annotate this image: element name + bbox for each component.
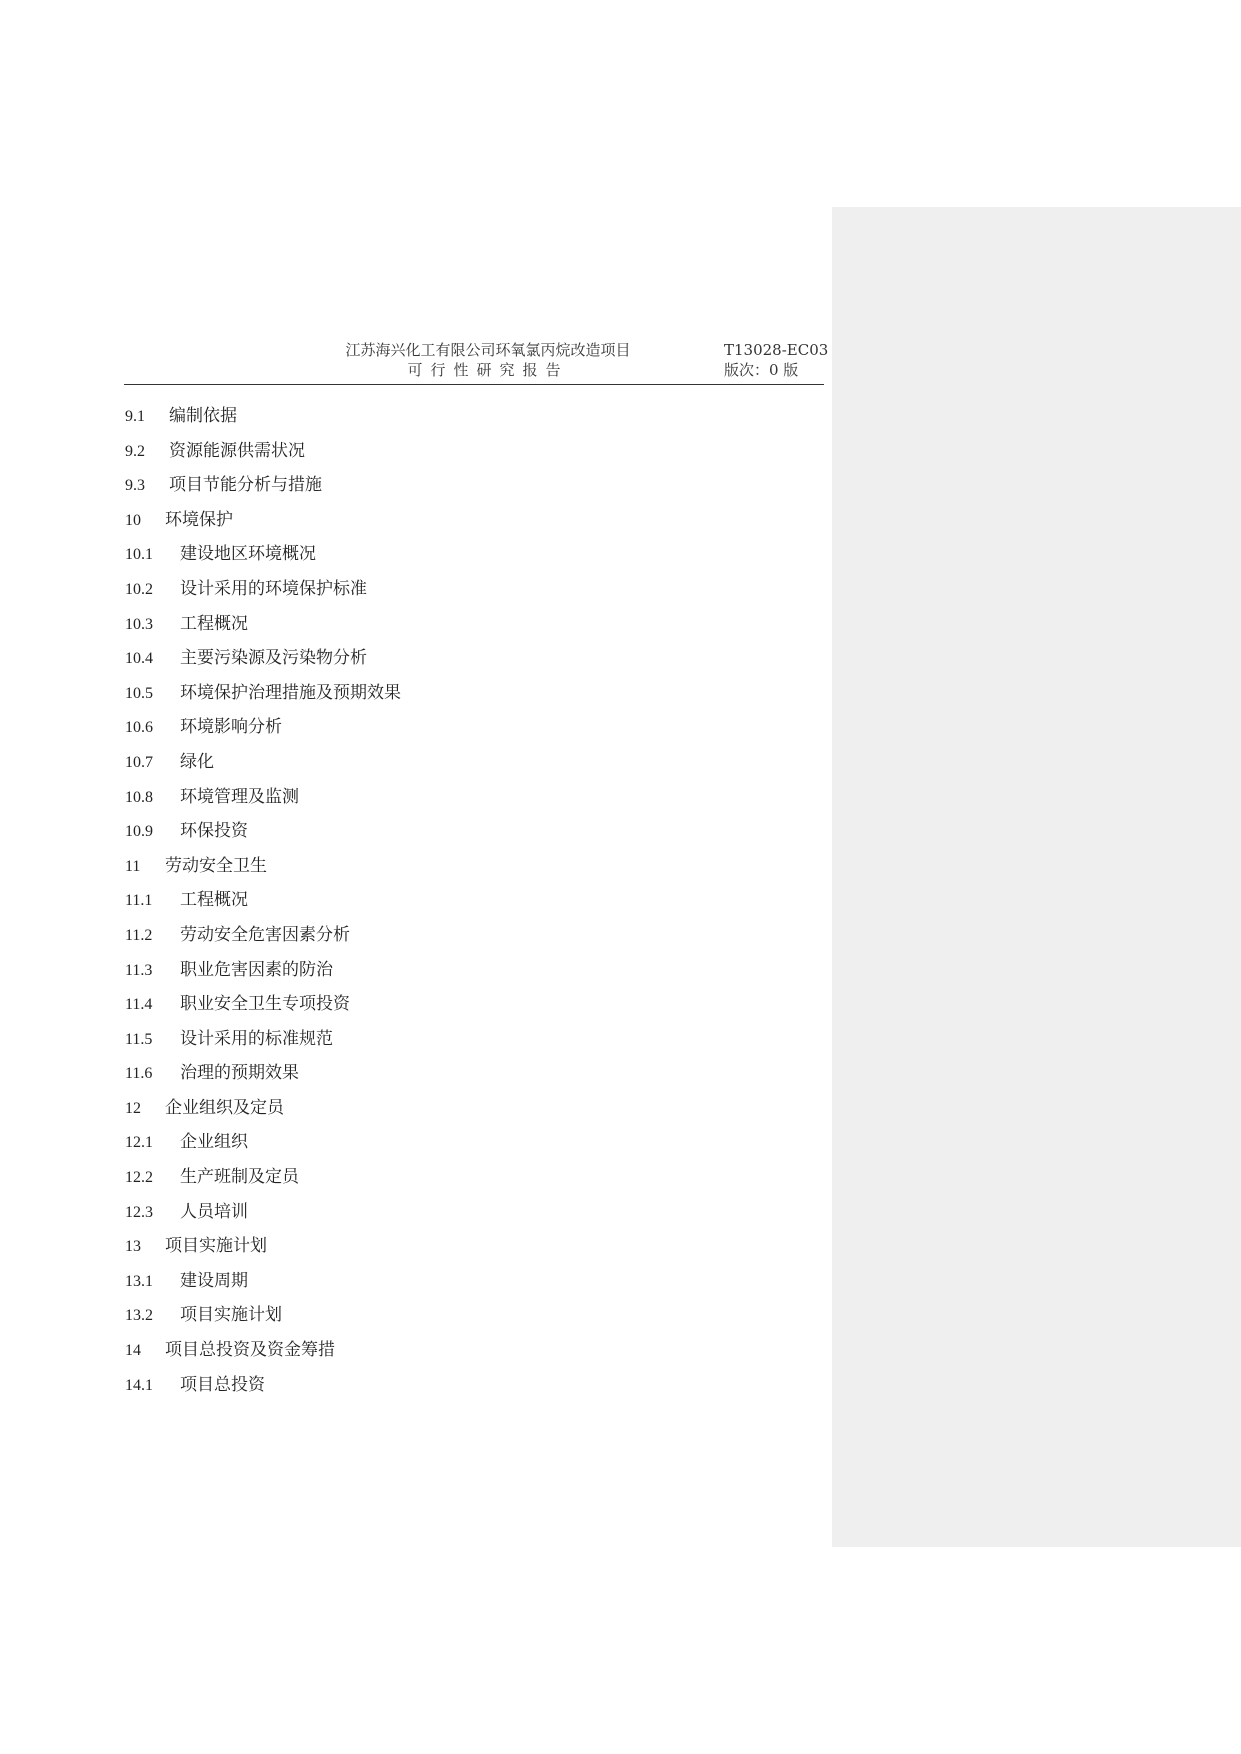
- toc-entry-title: 建设地区环境概况: [180, 544, 316, 565]
- toc-entry[interactable]: [125, 577, 725, 612]
- toc-entry[interactable]: [125, 958, 725, 993]
- toc-entry[interactable]: [125, 1200, 725, 1235]
- toc-entry-title: 企业组织: [180, 1132, 248, 1153]
- toc-entry-number: 10.8: [125, 788, 153, 806]
- toc-entry-number: 10.9: [125, 823, 153, 841]
- toc-entry[interactable]: [125, 1130, 725, 1165]
- toc-entry-number: 12: [125, 1099, 141, 1117]
- toc-entry-title: 治理的预期效果: [180, 1063, 299, 1084]
- toc-entry-title: 项目实施计划: [180, 1305, 282, 1326]
- toc-entry[interactable]: [125, 473, 725, 508]
- toc-entry[interactable]: [125, 1373, 725, 1408]
- toc-entry[interactable]: [125, 1303, 725, 1338]
- toc-entry-title: 环境影响分析: [180, 717, 282, 738]
- toc-entry-title: 项目节能分析与措施: [169, 475, 322, 496]
- toc-entry-number: 11.2: [125, 926, 153, 944]
- toc-entry-title: 生产班制及定员: [180, 1167, 299, 1188]
- toc-entry-number: 13.1: [125, 1272, 153, 1290]
- toc-entry[interactable]: [125, 888, 725, 923]
- toc-entry-number: 10.6: [125, 719, 153, 737]
- header-title-line1: 江苏海兴化工有限公司环氧氯丙烷改造项目: [345, 341, 631, 359]
- toc-entry-number: 14: [125, 1342, 141, 1360]
- toc-entry[interactable]: [125, 992, 725, 1027]
- toc-entry[interactable]: [125, 404, 725, 439]
- toc-entry[interactable]: [125, 715, 725, 750]
- toc-entry-title: 工程概况: [180, 613, 248, 634]
- toc-entry-number: 11.1: [125, 892, 153, 910]
- toc-entry-title: 环境保护: [165, 509, 233, 530]
- toc-entry[interactable]: [125, 439, 725, 474]
- header-title: [318, 340, 658, 380]
- header-meta: [724, 340, 829, 380]
- toc-entry-number: 13: [125, 1238, 141, 1256]
- toc-entry[interactable]: [125, 1061, 725, 1096]
- toc-entry-number: 10.7: [125, 753, 153, 771]
- toc-entry-title: 资源能源供需状况: [169, 440, 305, 461]
- toc-entry[interactable]: [125, 1234, 725, 1269]
- toc-entry-title: 建设周期: [180, 1270, 248, 1291]
- toc-entry-title: 项目实施计划: [165, 1236, 267, 1257]
- toc-entry-number: 10.4: [125, 650, 153, 668]
- comment-pane: [832, 207, 1241, 1547]
- toc-entry[interactable]: [125, 1338, 725, 1373]
- toc-entry-title: 编制依据: [169, 406, 237, 426]
- toc-entry-number: 11.6: [125, 1065, 153, 1083]
- toc-entry-number: 14.1: [125, 1376, 153, 1394]
- toc-entry-number: 10.2: [125, 580, 153, 598]
- toc-entry-number: 10: [125, 511, 141, 529]
- toc-entry[interactable]: [125, 819, 725, 854]
- toc-entry-number: 12.3: [125, 1203, 153, 1221]
- toc-entry-number: 12.2: [125, 1169, 153, 1187]
- toc-entry-title: 职业危害因素的防治: [180, 959, 333, 980]
- toc-entry-number: 10.1: [125, 546, 153, 564]
- toc-entry[interactable]: [125, 681, 725, 716]
- toc-entry-number: 11.3: [125, 961, 153, 979]
- toc-entry-number: 9.3: [125, 477, 145, 495]
- document-code: T13028-EC03: [724, 341, 829, 359]
- toc-entry-number: 11.5: [125, 1030, 153, 1048]
- header-title-line2: 可行性研究报告: [407, 361, 569, 379]
- toc-entry-title: 劳动安全卫生: [165, 855, 267, 876]
- toc-entry[interactable]: [125, 1027, 725, 1062]
- toc-entry-title: 企业组织及定员: [165, 1097, 284, 1118]
- version-label: 版次：0 版: [724, 361, 799, 379]
- toc-entry-number: 12.1: [125, 1134, 153, 1152]
- toc-entry-title: 人员培训: [180, 1201, 248, 1222]
- toc-entry[interactable]: [125, 508, 725, 543]
- toc-entry-title: 主要污染源及污染物分析: [180, 648, 367, 669]
- toc-entry-title: 工程概况: [180, 890, 248, 911]
- toc-entry[interactable]: [125, 1096, 725, 1131]
- toc-entry-number: 9.2: [125, 442, 145, 460]
- toc-entry-title: 绿化: [180, 751, 214, 772]
- toc-entry[interactable]: [125, 646, 725, 681]
- toc-entry-number: 11: [125, 857, 141, 875]
- toc-entry[interactable]: [125, 923, 725, 958]
- toc-entry-title: 环境保护治理措施及预期效果: [180, 682, 401, 703]
- toc-entry-title: 项目总投资及资金筹措: [165, 1340, 335, 1361]
- page-header: [124, 340, 829, 385]
- toc-entry-title: 环境管理及监测: [180, 786, 299, 807]
- toc-entry-number: 10.3: [125, 615, 153, 633]
- toc-entry[interactable]: [125, 854, 725, 889]
- toc-entry-title: 设计采用的标准规范: [180, 1028, 333, 1049]
- toc-entry-title: 职业安全卫生专项投资: [180, 994, 350, 1015]
- toc-entry-number: 10.5: [125, 684, 153, 702]
- toc-entry-number: 13.2: [125, 1307, 153, 1325]
- toc-entry-number: 11.4: [125, 996, 153, 1014]
- toc-entry[interactable]: [125, 750, 725, 785]
- toc-entry-title: 环保投资: [180, 821, 248, 842]
- toc-entry[interactable]: [125, 542, 725, 577]
- toc-entry[interactable]: [125, 1165, 725, 1200]
- toc-entry-title: 劳动安全危害因素分析: [180, 924, 350, 945]
- table-of-contents: [125, 404, 725, 1407]
- toc-entry[interactable]: [125, 785, 725, 820]
- toc-entry[interactable]: [125, 1269, 725, 1304]
- toc-entry-number: 9.1: [125, 408, 145, 425]
- toc-entry-title: 项目总投资: [180, 1374, 265, 1395]
- toc-entry-title: 设计采用的环境保护标准: [180, 578, 367, 599]
- toc-entry[interactable]: [125, 612, 725, 647]
